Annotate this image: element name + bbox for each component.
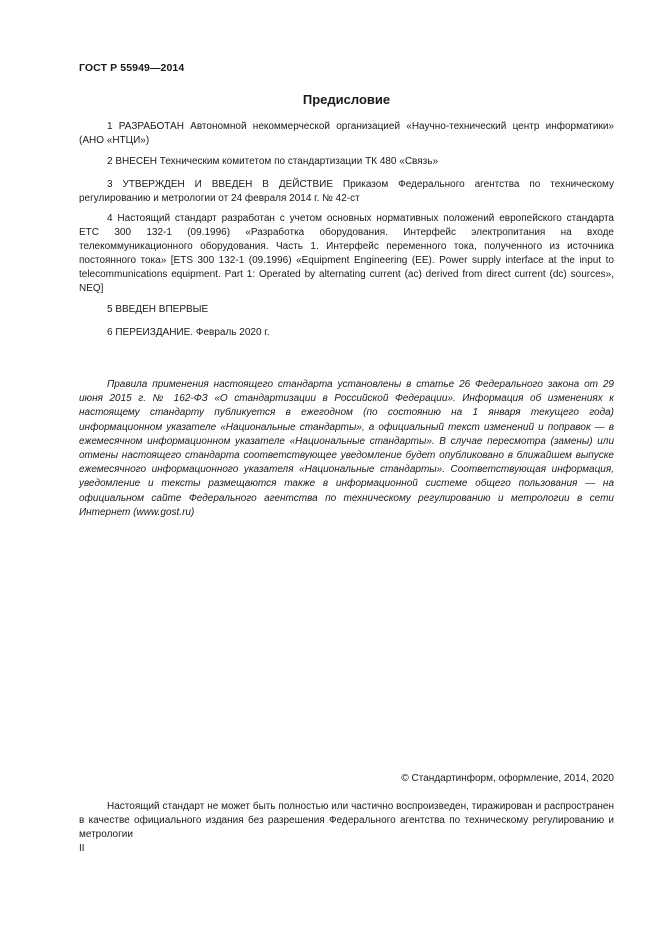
preface-item-reissue: 6 ПЕРЕИЗДАНИЕ. Февраль 2020 г. (107, 327, 270, 338)
page-number: II (79, 843, 85, 854)
preface-item-approved: 3 УТВЕРЖДЕН И ВВЕДЕН В ДЕЙСТВИЕ Приказом Федерального агентства по техническому регулированию и метрологии от 24 февраля 2014 г. № 42-ст (79, 179, 614, 204)
preface-item-basis: 4 Настоящий стандарт разработан с учетом основных нормативных положений европейского стандарта ЕТС 300 132-1 (09.1996) «Разработка оборудования. Интерфейс электропитания на входе телекоммуникационного оборудования. Часть 1. Интерфейс переменного тока, полученного из источника постоянного тока» [ETS 300 132-1 (09.1996) «Equipment Engineering (EE). Power supply interface at the input to telecommunications equipment. Part 1: Operated by alternating current (ac) derived from direct current (dc) sources», NEQ] (79, 213, 614, 294)
preface-item-developed: 1 РАЗРАБОТАН Автономной некоммерческой организацией «Научно-технический центр информатики» (АНО «НТЦИ») (79, 121, 614, 146)
page-title: Предисловие (302, 92, 391, 107)
reproduction-notice: Настоящий стандарт не может быть полностью или частично воспроизведен, тиражирован и распространен в качестве официального издания без разрешения Федерального агентства по техническому регулированию и метрологии (79, 801, 614, 840)
preface-item-submitted: 2 ВНЕСЕН Техническим комитетом по стандартизации ТК 480 «Связь» (107, 156, 439, 167)
rules-notice: Правила применения настоящего стандарта установлены в статье 26 Федерального закона от 29 июня 2015 г. № 162-ФЗ «О стандартизации в Российской Федерации». Информация об изменениях к настоящему стандарту публикуется в ежегодном (по состоянию на 1 января текущего года) информационном указателе «Национальные стандарты», а официальный текст изменений и поправок — в ежемесячном информационном указателе «Национальные стандарты». В случае пересмотра (замены) или отмены настоящего стандарта соответствующее уведомление будет опубликовано в ближайшем выпуске ежемесячного информационного указателя «Национальные стандарты». Соответствующая информация, уведомление и тексты размещаются также в информационной системе общего пользования — на официальном сайте Федерального агентства по техническому регулированию и метрологии в сети Интернет (www.gost.ru) (79, 379, 614, 518)
preface-item-first-introduced: 5 ВВЕДЕН ВПЕРВЫЕ (107, 304, 209, 315)
copyright-line: © Стандартинформ, оформление, 2014, 2020 (401, 773, 614, 784)
standard-code: ГОСТ Р 55949—2014 (79, 62, 185, 74)
